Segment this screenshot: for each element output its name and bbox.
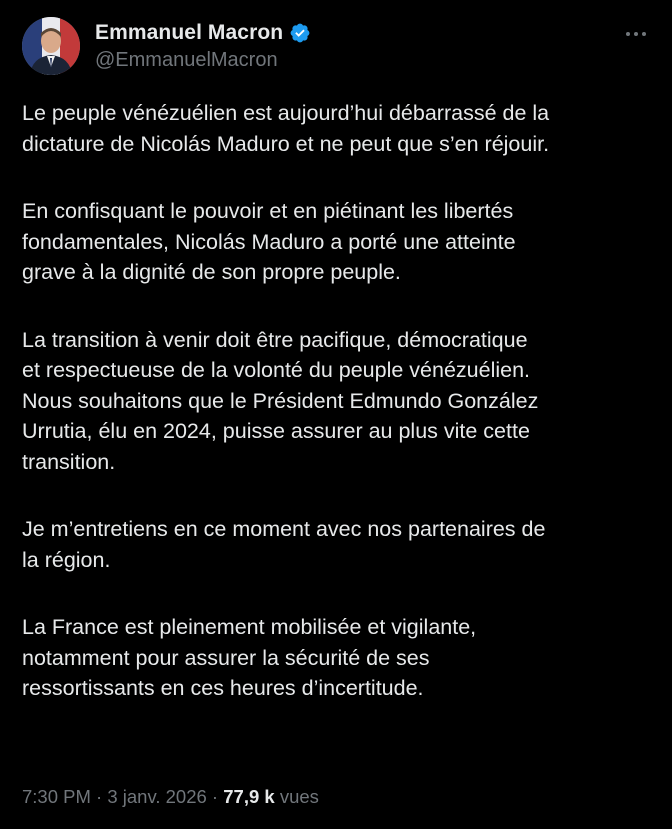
avatar[interactable] xyxy=(22,17,80,75)
more-options-icon[interactable] xyxy=(624,26,648,36)
tweet-paragraph: La France est pleinement mobilisée et vigilante, notamment pour assurer la sécurité de ses ressortissants en ces heures d’incertitude. xyxy=(22,615,477,700)
meta-separator: · xyxy=(90,786,108,807)
tweet-paragraph: En confisquant le pouvoir et en piétinant les libertés fondamentales, Nicolás Maduro a porté une atteinte grave à la dignité de son propre peuple. xyxy=(22,199,516,284)
tweet-time[interactable]: 7:30 PM xyxy=(22,786,91,807)
tweet-paragraph: Je m’entretiens en ce moment avec nos partenaires de la région. xyxy=(22,517,546,572)
tweet-meta xyxy=(22,786,319,808)
tweet-date[interactable]: 3 janv. 2026 xyxy=(107,786,207,807)
views-count[interactable]: 77,9 k xyxy=(223,786,275,807)
tweet-paragraph: La transition à venir doit être pacifique, démocratique et respectueuse de la volonté du peuple vénézuélien. Nous souhaitons que le Président Edmundo González Urrutia, élu en 2024, puisse assurer au plus vite cette transition. xyxy=(22,327,539,474)
verified-badge-icon xyxy=(289,22,311,44)
author-name-row xyxy=(95,20,311,46)
meta-separator: · xyxy=(206,786,224,807)
views-label: vues xyxy=(274,786,319,807)
tweet-paragraph: Le peuple vénézuélien est aujourd’hui débarrassé de la dictature de Nicolás Maduro et ne peut que s’en réjouir. xyxy=(22,101,550,156)
avatar-image xyxy=(22,17,80,75)
author-handle[interactable]: @EmmanuelMacron xyxy=(95,49,278,71)
tweet-text xyxy=(22,98,654,704)
author-display-name[interactable]: Emmanuel Macron xyxy=(95,21,284,44)
